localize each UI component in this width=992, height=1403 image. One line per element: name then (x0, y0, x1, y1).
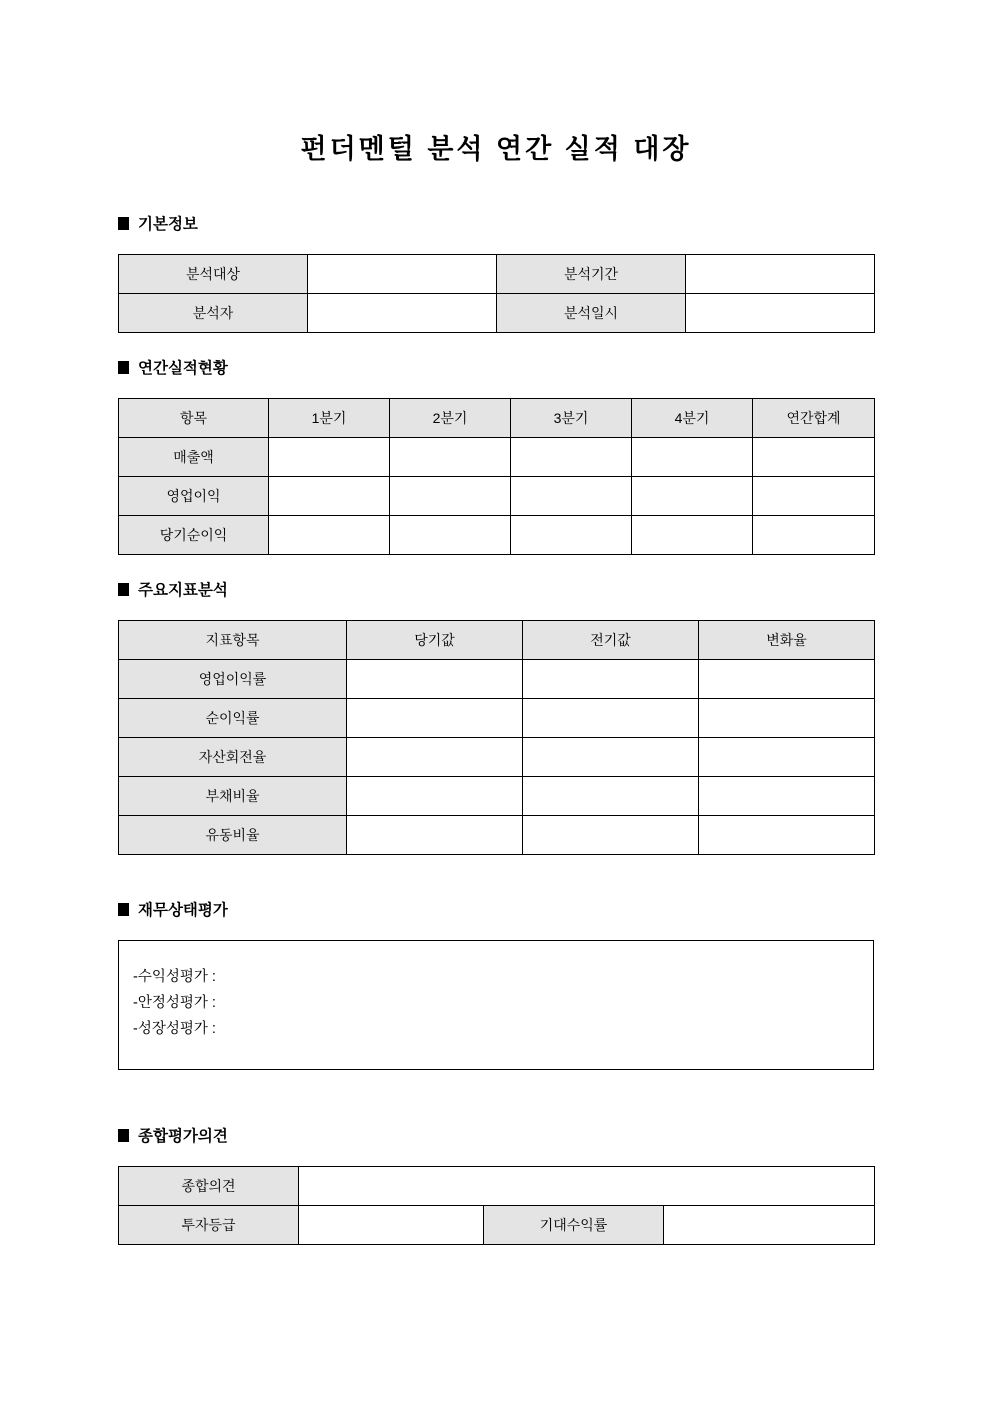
cell-revenue-q4[interactable] (632, 438, 753, 477)
cell-asset-turnover-change[interactable] (699, 738, 875, 777)
section-key-indicators (118, 578, 875, 855)
cell-value-investment-grade[interactable] (299, 1206, 484, 1245)
cell-value-analysis-period[interactable] (686, 255, 875, 294)
cell-revenue-q3[interactable] (511, 438, 632, 477)
section-financial-evaluation (118, 898, 874, 1070)
cell-asset-turnover-current[interactable] (347, 738, 523, 777)
cell-net-margin-previous[interactable] (523, 699, 699, 738)
annual-performance-table (118, 398, 875, 555)
row-label-debt-ratio: 부채비율 (119, 777, 347, 816)
table-row (119, 777, 875, 816)
table-row (119, 660, 875, 699)
row-label-operating-margin: 영업이익률 (119, 660, 347, 699)
cell-revenue-q2[interactable] (390, 438, 511, 477)
table-row (119, 477, 875, 516)
cell-net-margin-current[interactable] (347, 699, 523, 738)
table-row (119, 699, 875, 738)
cell-operating-margin-current[interactable] (347, 660, 523, 699)
cell-debt-ratio-previous[interactable] (523, 777, 699, 816)
section-heading-label: 연간실적현황 (138, 360, 228, 377)
page-title: 펀더멘털 분석 연간 실적 대장 (300, 134, 692, 164)
cell-net-income-q3[interactable] (511, 516, 632, 555)
table-row (119, 1167, 875, 1206)
cell-net-income-q2[interactable] (390, 516, 511, 555)
cell-current-ratio-change[interactable] (699, 816, 875, 855)
basic-info-table (118, 254, 875, 333)
cell-debt-ratio-change[interactable] (699, 777, 875, 816)
col-header-q4: 4분기 (632, 399, 753, 438)
col-header-annual-total: 연간합계 (753, 399, 875, 438)
section-heading-annual-performance (118, 356, 875, 378)
cell-net-income-q4[interactable] (632, 516, 753, 555)
table-row (119, 738, 875, 777)
section-heading-overall-opinion (118, 1124, 875, 1146)
eval-line-growth: -성장성평가 : (133, 1021, 216, 1037)
section-heading-label: 재무상태평가 (138, 902, 228, 919)
cell-label-analysis-period: 분석기간 (497, 255, 686, 294)
col-header-q3: 3분기 (511, 399, 632, 438)
cell-value-analysis-target[interactable] (308, 255, 497, 294)
table-row (119, 1206, 875, 1245)
eval-line-stability: -안정성평가 : (133, 995, 216, 1011)
col-header-previous-value: 전기값 (523, 621, 699, 660)
square-bullet-icon (118, 361, 129, 374)
square-bullet-icon (118, 1129, 129, 1142)
cell-revenue-total[interactable] (753, 438, 875, 477)
row-label-current-ratio: 유동비율 (119, 816, 347, 855)
cell-operating-margin-change[interactable] (699, 660, 875, 699)
cell-operating-profit-q2[interactable] (390, 477, 511, 516)
cell-net-margin-change[interactable] (699, 699, 875, 738)
cell-label-expected-return: 기대수익률 (484, 1206, 664, 1245)
section-heading-label: 주요지표분석 (138, 582, 228, 599)
cell-revenue-q1[interactable] (269, 438, 390, 477)
row-label-net-income: 당기순이익 (119, 516, 269, 555)
cell-asset-turnover-previous[interactable] (523, 738, 699, 777)
col-header-current-value: 당기값 (347, 621, 523, 660)
key-indicators-table (118, 620, 875, 855)
cell-net-income-q1[interactable] (269, 516, 390, 555)
eval-line-profitability: -수익성평가 : (133, 969, 216, 985)
section-heading-financial-evaluation (118, 898, 874, 920)
table-header-row (119, 621, 875, 660)
cell-label-analysis-target: 분석대상 (119, 255, 308, 294)
cell-net-income-total[interactable] (753, 516, 875, 555)
cell-debt-ratio-current[interactable] (347, 777, 523, 816)
cell-operating-profit-total[interactable] (753, 477, 875, 516)
col-header-change-rate: 변화율 (699, 621, 875, 660)
cell-label-overall-opinion: 종합의견 (119, 1167, 299, 1206)
square-bullet-icon (118, 903, 129, 916)
table-header-row (119, 399, 875, 438)
table-row (119, 516, 875, 555)
cell-label-investment-grade: 투자등급 (119, 1206, 299, 1245)
table-row (119, 255, 875, 294)
section-heading-label: 기본정보 (138, 216, 198, 233)
square-bullet-icon (118, 583, 129, 596)
financial-evaluation-textarea[interactable] (118, 940, 874, 1070)
section-basic-info (118, 212, 875, 333)
row-label-asset-turnover: 자산회전율 (119, 738, 347, 777)
col-header-q2: 2분기 (390, 399, 511, 438)
cell-operating-margin-previous[interactable] (523, 660, 699, 699)
cell-current-ratio-previous[interactable] (523, 816, 699, 855)
cell-value-overall-opinion[interactable] (299, 1167, 875, 1206)
row-label-net-margin: 순이익률 (119, 699, 347, 738)
section-overall-opinion (118, 1124, 875, 1245)
col-header-q1: 1분기 (269, 399, 390, 438)
cell-operating-profit-q3[interactable] (511, 477, 632, 516)
overall-opinion-table (118, 1166, 875, 1245)
cell-current-ratio-current[interactable] (347, 816, 523, 855)
col-header-item: 항목 (119, 399, 269, 438)
cell-label-analyst: 분석자 (119, 294, 308, 333)
square-bullet-icon (118, 217, 129, 230)
table-row (119, 816, 875, 855)
table-row (119, 294, 875, 333)
col-header-indicator-item: 지표항목 (119, 621, 347, 660)
row-label-operating-profit: 영업이익 (119, 477, 269, 516)
cell-label-analysis-date: 분석일시 (497, 294, 686, 333)
cell-value-analyst[interactable] (308, 294, 497, 333)
section-annual-performance (118, 356, 875, 555)
cell-operating-profit-q4[interactable] (632, 477, 753, 516)
cell-operating-profit-q1[interactable] (269, 477, 390, 516)
row-label-revenue: 매출액 (119, 438, 269, 477)
cell-value-analysis-date[interactable] (686, 294, 875, 333)
cell-value-expected-return[interactable] (664, 1206, 875, 1245)
section-heading-key-indicators (118, 578, 875, 600)
table-row (119, 438, 875, 477)
section-heading-label: 종합평가의견 (138, 1128, 228, 1145)
section-heading-basic-info (118, 212, 875, 234)
